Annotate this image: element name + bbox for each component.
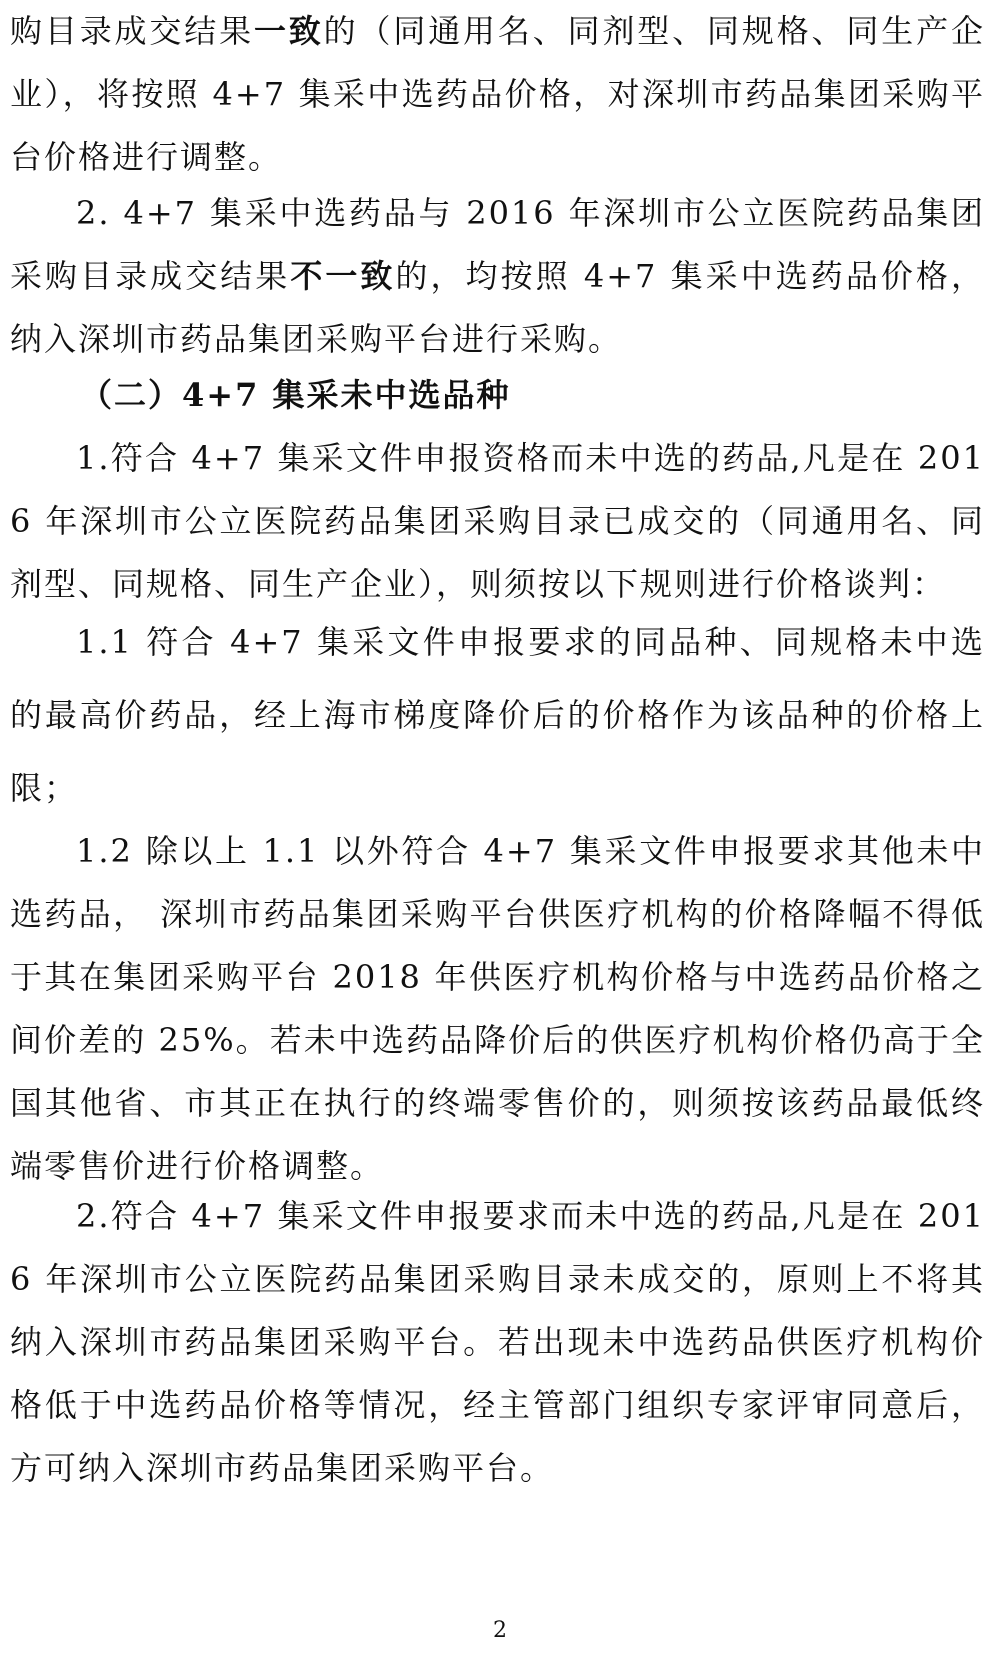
paragraph-rule-2: 2.符合 4+7 集采文件申报要求而未中选的药品,凡是在 2016 年深圳市公立医院药品集团采购目录未成交的，原则上不将其纳入深圳市药品集团采购平台。若出现未中选药品供医疗机构价格低于中选药品价格等情况，经主管部门组织专家评审同意后，方可纳入深圳市药品集团采购平台。 bbox=[10, 1197, 985, 1487]
paragraph-item-2 bbox=[10, 182, 985, 371]
paragraph-rule-1-1: 1.1 符合 4+7 集采文件申报要求的同品种、同规格未中选的最高价药品，经上海市梯度降价后的价格作为该品种的价格上限； bbox=[10, 623, 985, 807]
paragraph-rule-1: 1.符合 4+7 集采文件申报资格而未中选的药品,凡是在 2016 年深圳市公立医院药品集团采购目录已成交的（同通用名、同剂型、同规格、同生产企业），则须按以下规则进行价格谈判： bbox=[10, 439, 985, 603]
paragraph-text: 购目录成交结果 bbox=[10, 12, 254, 50]
page-number: 2 bbox=[493, 1618, 507, 1643]
emphasis-consistent: 一致 bbox=[253, 12, 324, 50]
paragraph-text: 的，均按照 4+7 集采中选药品价格，纳入深圳市药品集团采购平台进行采购。 bbox=[10, 257, 985, 358]
paragraph-text: 2. 4+7 集采中选药品与 2016 年深圳市公立医院药品集团采购目录成交结果 bbox=[10, 194, 985, 295]
paragraph-rule-1-2: 1.2 除以上 1.1 以外符合 4+7 集采文件申报要求其他未中选药品， 深圳市药品集团采购平台供医疗机构的价格降幅不得低于其在集团采购平台 2018 年供医疗机构价格与中选药品价格之间价差的 25%。若未中选药品降价后的供医疗机构价格仍高于全国其他省、市其正在执行的终端零售价的，则须按该药品最低终端零售价进行价格调整。 bbox=[10, 832, 985, 1185]
paragraph-continued bbox=[10, 0, 985, 189]
emphasis-inconsistent: 不一致 bbox=[290, 257, 396, 295]
paragraph-text: 的（同通用名、同剂型、同规格、同生产企业），将按照 4+7 集采中选药品价格，对深圳市药品集团采购平台价格进行调整。 bbox=[10, 12, 985, 176]
section-heading: （二）4+7 集采未中选品种 bbox=[80, 376, 511, 414]
